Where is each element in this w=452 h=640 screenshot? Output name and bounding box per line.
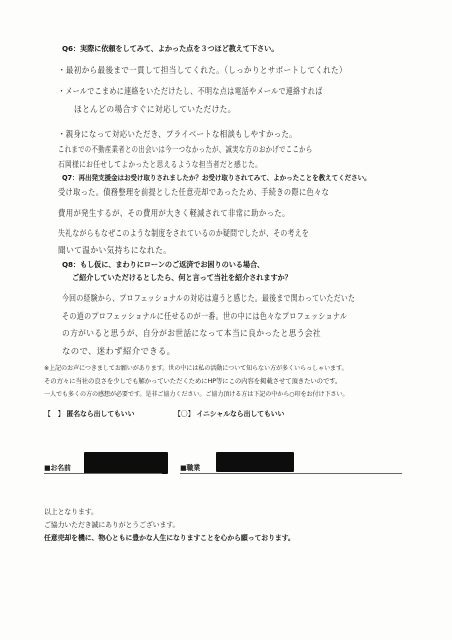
name-label: ■お名前 [44,464,71,472]
q7-answer-line-3: 失礼ながらもなぜこのような制度をされているのか疑問でしたが、その考えを [58,229,310,239]
q7-answer-line-1: 受け取った。債務整理を前提とした任意売却であったため、手続きの際に色々な [58,188,330,198]
q7-answer-line-2: 費用が発生するが、その費用が大きく軽減されて非常に助かった。 [58,209,290,219]
closing-line-3: 任意売却を機に、物心ともに豊かな人生になりますことを心から願っております。 [44,534,295,542]
option-initials-label: イニシャルなら出してもいい [196,410,285,418]
occupation-redaction [216,452,294,472]
notice-line-2: その方々に当社の良さを少しでも解かっていただくためにHP等にこの内容を掲載させて頂きたいのです。 [44,377,342,385]
q8-answer-line-3: の方がいると思うが、自分がお世話になって本当に良かったと思う会社 [62,329,321,339]
notice-line-3: 一人でも多くの方の感想が必要です。是非ご協力ください。ご協力頂ける方は下記の中から○印をお付け下さい。 [44,391,349,398]
name-underline [44,473,162,474]
name-redaction [84,452,168,474]
occupation-label: ■職業 [180,464,200,472]
q6-answer-line-1: ・最初から最後まで一貫して担当してくれた。（しっかりとサポートしてくれた） [58,66,347,76]
closing-line-2: ご協力いただき誠にありがとうございます。 [44,521,180,529]
q8-answer-line-1: 今回の経験から、プロフェッショナルの対応は違うと感じた。最後まで関わっていただいた [62,294,356,304]
option-anonymous[interactable] [44,408,134,418]
option-anonymous-mark: 【 】 [44,410,65,418]
q7-question: Q7：再出発支援金はお受け取りされましたか？お受け取りされてみて、よかったことを教えてください。 [62,174,371,182]
q6-question: Q6：実際に依頼をしてみて、よかった点を３つほど教えて下さい。 [62,44,279,53]
q8-answer-line-4: なので、迷わず紹介できる。 [62,347,176,357]
q8-question-line-1: Q8：もし仮に、まわりにローンのご返済でお困りのいる場合、 [62,260,265,269]
closing-line-1: 以上となります。 [44,508,98,516]
option-anonymous-label: 匿名なら出してもいい [66,410,135,418]
q6-answer-line-4: ・親身になって対応いただき、プライベートな相談もしやすかった。 [58,130,297,140]
occupation-underline [180,473,402,474]
option-initials[interactable] [174,408,284,418]
option-initials-mark: 【〇】 [174,410,195,418]
q8-answer-line-2: その道のプロフェッショナルに任せるのが一番。世の中には色々なプロフェッショナル [62,312,348,322]
q7-answer-line-4: 聞いて温かい気持ちになれた。 [58,246,172,256]
notice-line-1: ※上記のお声につきましてお願いがあります。世の中には私の活動について知らない方が多くいらっしゃいます。 [44,365,348,372]
q6-answer-line-2: ・メールでこまめに連絡をいただけたし、不明な点は電話やメールで連絡すれば [58,87,323,97]
q6-answer-line-6: 石岡様にお任せしてよかったと思えるような担当者だと感じた。 [58,159,263,169]
q8-question-line-2: ご紹介していただけるとしたら、何と言って当社を紹介されますか？ [72,273,292,282]
q6-answer-line-3: ほとんどの場合すぐに対応していただけた。 [74,105,236,115]
q6-answer-line-5: これまでの不動産業者との出会いは今一つなかったが、誠実な方のおかげでここから [58,144,313,154]
